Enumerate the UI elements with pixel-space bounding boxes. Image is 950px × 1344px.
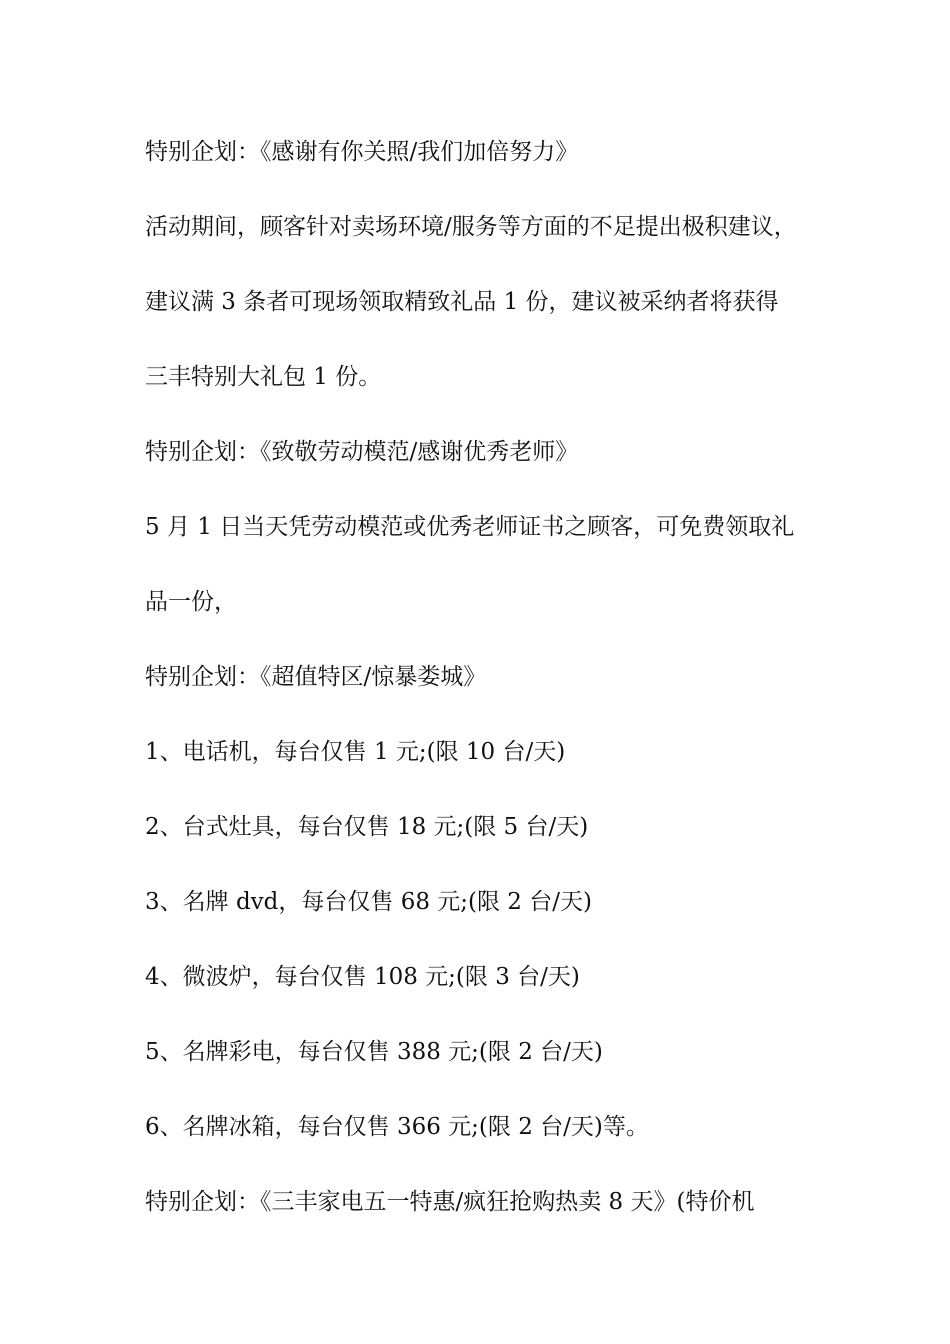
paragraph-line: 三丰特别大礼包 1 份。 <box>145 364 382 390</box>
list-item: 2、台式灶具，每台仅售 18 元;(限 5 台/天) <box>145 814 589 840</box>
list-item: 3、名牌 dvd，每台仅售 68 元;(限 2 台/天) <box>145 889 592 915</box>
list-item: 6、名牌冰箱，每台仅售 366 元;(限 2 台/天)等。 <box>145 1114 649 1140</box>
heading-value-zone-plan: 特别企划：《超值特区/惊暴娄城》 <box>145 664 487 690</box>
list-item: 5、名牌彩电，每台仅售 388 元;(限 2 台/天) <box>145 1039 603 1065</box>
paragraph-line: 活动期间，顾客针对卖场环境/服务等方面的不足提出极积建议， <box>145 214 797 240</box>
paragraph-line: 品一份， <box>145 589 237 615</box>
list-item: 1、电话机，每台仅售 1 元;(限 10 台/天) <box>145 739 566 765</box>
heading-labor-model-plan: 特别企划：《致敬劳动模范/感谢优秀老师》 <box>145 439 579 465</box>
list-item: 4、微波炉，每台仅售 108 元;(限 3 台/天) <box>145 964 580 990</box>
heading-may-day-special-plan: 特别企划：《三丰家电五一特惠/疯狂抢购热卖 8 天》(特价机 <box>145 1189 755 1215</box>
paragraph-line: 建议满 3 条者可现场领取精致礼品 1 份，建议被采纳者将获得 <box>145 289 779 315</box>
paragraph-line: 5 月 1 日当天凭劳动模范或优秀老师证书之顾客，可免费领取礼 <box>145 514 795 540</box>
heading-gratitude-plan: 特别企划：《感谢有你关照/我们加倍努力》 <box>145 139 579 165</box>
